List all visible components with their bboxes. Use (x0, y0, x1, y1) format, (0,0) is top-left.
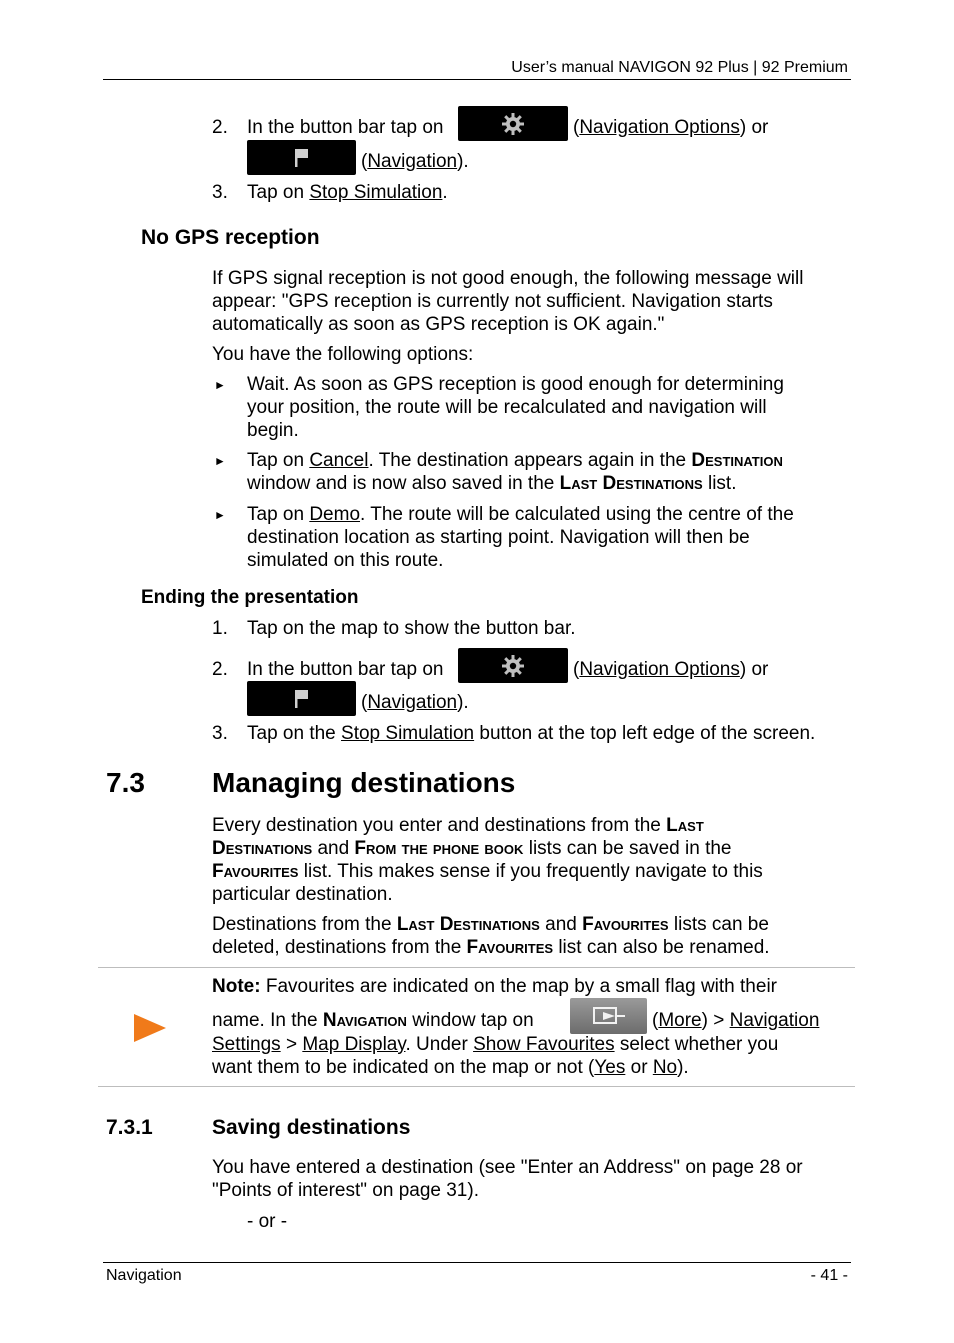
step-number: 2. (212, 659, 228, 680)
note-line: want them to be indicated on the map or not (Yes or No). (212, 1057, 689, 1078)
step-text: In the button bar tap on (247, 117, 444, 138)
page-number: - 41 - (810, 1267, 848, 1284)
step-text-cont: (Navigation Options) or (573, 659, 769, 680)
paragraph-line: Every destination you enter and destinations from the Last (212, 815, 704, 836)
link-settings[interactable]: Settings (212, 1034, 281, 1055)
bullet-icon: ► (214, 378, 226, 392)
link-yes[interactable]: Yes (594, 1057, 626, 1078)
flag-icon (292, 147, 312, 169)
paragraph-line: appear: "GPS reception is currently not sufficient. Navigation starts (212, 291, 773, 312)
gear-icon (501, 112, 525, 136)
link-no[interactable]: No (652, 1057, 678, 1078)
note-line: Settings > Map Display. Under Show Favourites select whether you (212, 1034, 779, 1055)
bullet-line: Tap on Cancel. The destination appears again in the Destination (247, 450, 783, 471)
navigation-options-button (458, 648, 568, 683)
bullet-line: Tap on Demo. The route will be calculated using the centre of the (247, 504, 794, 525)
link-demo[interactable]: Demo (309, 504, 361, 525)
bullet-line: destination location as starting point. Navigation will then be (247, 527, 750, 548)
step-number: 1. (212, 618, 228, 639)
step-text: Tap on the map to show the button bar. (247, 618, 576, 639)
link-show-favourites[interactable]: Show Favourites (473, 1034, 615, 1055)
step-text-cont: (Navigation Options) or (573, 117, 769, 138)
note-line: Note: Favourites are indicated on the map by a small flag with their (212, 976, 777, 997)
navigation-button (247, 681, 356, 716)
paragraph-line: - or - (247, 1211, 288, 1232)
link-stop-simulation[interactable]: Stop Simulation (341, 723, 475, 744)
bullet-line: your position, the route will be recalculated and navigation will (247, 397, 767, 418)
footer-left: Navigation (106, 1267, 182, 1284)
step-text-cont2: (Navigation). (361, 151, 469, 172)
footer-rule (103, 1262, 851, 1263)
more-icon (591, 1005, 627, 1027)
note-arrow-icon (132, 1012, 168, 1044)
step-number: 2. (212, 117, 228, 138)
step-text: In the button bar tap on (247, 659, 444, 680)
bullet-line: window and is now also saved in the Last Destinations list. (247, 473, 737, 494)
paragraph-line: Favourites list. This makes sense if you frequently navigate to this (212, 861, 763, 882)
step-text: Tap on the Stop Simulation button at the top left edge of the screen. (247, 723, 816, 744)
link-navigation[interactable]: Navigation (367, 151, 458, 172)
bullet-icon: ► (214, 508, 226, 522)
navigation-button (247, 140, 356, 175)
link-navigation[interactable]: Navigation (367, 692, 458, 713)
step-number: 3. (212, 723, 228, 744)
bullet-line: begin. (247, 420, 299, 441)
gear-icon (501, 654, 525, 678)
navigation-options-button (458, 106, 568, 141)
bullet-line: Wait. As soon as GPS reception is good enough for determining (247, 374, 784, 395)
paragraph-line: "Points of interest" on page 31). (212, 1180, 479, 1201)
more-button (570, 998, 647, 1034)
flag-icon (292, 688, 312, 710)
link-map-display[interactable]: Map Display (302, 1034, 406, 1055)
section-number: 7.3 (106, 767, 145, 798)
link-navigation-options[interactable]: Navigation Options (579, 659, 740, 680)
step-text-cont2: (Navigation). (361, 692, 469, 713)
paragraph-line: particular destination. (212, 884, 393, 905)
step-text: Tap on Stop Simulation. (247, 182, 448, 203)
heading-no-gps: No GPS reception (141, 226, 320, 249)
section-title: Managing destinations (212, 767, 516, 798)
note-top-rule (98, 967, 855, 968)
paragraph-line: You have the following options: (212, 344, 474, 365)
link-navigation-settings[interactable]: Navigation (729, 1010, 820, 1031)
paragraph-line: Destinations from the Last Destinations and Favourites lists can be (212, 914, 769, 935)
heading-ending: Ending the presentation (141, 587, 359, 608)
link-stop-simulation[interactable]: Stop Simulation (309, 182, 443, 203)
bullet-icon: ► (214, 454, 226, 468)
note-line: (More) > Navigation (652, 1010, 820, 1031)
paragraph-line: Destinations and From the phone book lists can be saved in the (212, 838, 732, 859)
bullet-line: simulated on this route. (247, 550, 444, 571)
note-label: Note: (212, 976, 261, 997)
note-line: name. In the Navigation window tap on (212, 1010, 534, 1031)
running-header: User’s manual NAVIGON 92 Plus | 92 Premium (511, 59, 848, 76)
link-more[interactable]: More (658, 1010, 702, 1031)
paragraph-line: If GPS signal reception is not good enough, the following message will (212, 268, 804, 289)
subsection-number: 7.3.1 (106, 1116, 153, 1139)
subsection-title: Saving destinations (212, 1116, 411, 1139)
paragraph-line: automatically as soon as GPS reception is OK again." (212, 314, 665, 335)
paragraph-line: You have entered a destination (see "Enter an Address" on page 28 or (212, 1157, 803, 1178)
step-number: 3. (212, 182, 228, 203)
link-navigation-options[interactable]: Navigation Options (579, 117, 740, 138)
paragraph-line: deleted, destinations from the Favourites list can also be renamed. (212, 937, 770, 958)
header-rule (103, 79, 851, 80)
note-bottom-rule (98, 1086, 855, 1087)
link-cancel[interactable]: Cancel (309, 450, 369, 471)
